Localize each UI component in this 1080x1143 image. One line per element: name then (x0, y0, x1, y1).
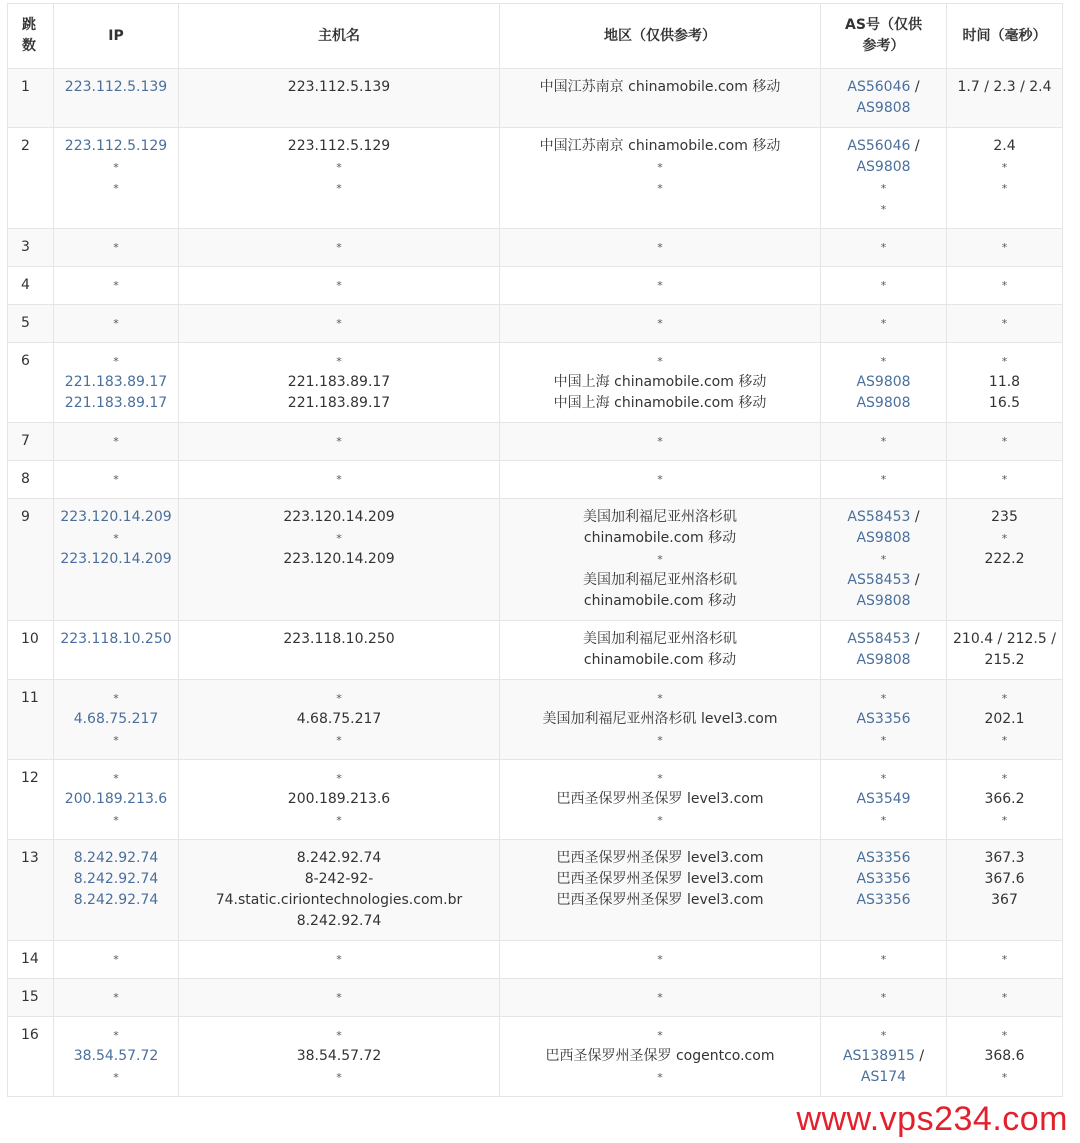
timeout-marker: * (880, 473, 887, 486)
region-cell (500, 69, 821, 128)
traceroute-table (7, 3, 1063, 1097)
hostname-cell (179, 1017, 500, 1097)
timeout-marker: * (657, 279, 663, 292)
table-row (8, 1017, 1063, 1097)
as-link[interactable]: AS58453 / (847, 509, 920, 525)
table-row (8, 840, 1063, 941)
hop-cell: 7 (8, 423, 54, 461)
ip-cell (54, 229, 179, 267)
timeout-marker: * (113, 161, 119, 174)
hop-cell: 5 (8, 305, 54, 343)
hop-cell: 14 (8, 941, 54, 979)
hop-cell: 12 (8, 760, 54, 840)
region-text: 中国江苏南京 chinamobile.com 移动 (539, 79, 781, 95)
region-cell (500, 229, 821, 267)
ip-cell (54, 305, 179, 343)
time-text: 2.4 (993, 138, 1016, 154)
as-cell (821, 1017, 947, 1097)
timeout-marker: * (113, 317, 119, 330)
hostname-cell (179, 305, 500, 343)
timeout-marker: * (336, 317, 342, 330)
as-cell (821, 941, 947, 979)
timeout-marker: * (880, 734, 887, 747)
ip-cell (54, 423, 179, 461)
timeout-marker: * (657, 435, 663, 448)
time-cell (947, 499, 1063, 621)
region-text: chinamobile.com 移动 (583, 652, 737, 668)
region-text: 美国加利福尼亚州洛杉矶 (583, 631, 737, 647)
time-text: 210.4 / 212.5 / (953, 631, 1056, 647)
as-link[interactable]: AS3549 (856, 791, 911, 807)
as-cell (821, 760, 947, 840)
timeout-marker: * (657, 182, 663, 195)
as-cell (821, 128, 947, 229)
time-text: 366.2 (984, 791, 1025, 807)
as-link[interactable]: AS9808 (856, 159, 911, 175)
timeout-marker: * (657, 1071, 663, 1084)
host-text: 200.189.213.6 (287, 791, 391, 807)
timeout-marker: * (657, 991, 663, 1004)
timeout-marker: * (880, 241, 887, 254)
timeout-marker: * (113, 692, 119, 705)
as-cell (821, 621, 947, 680)
timeout-marker: * (113, 435, 119, 448)
ip-cell (54, 69, 179, 128)
timeout-marker: * (657, 355, 663, 368)
ip-cell (54, 343, 179, 423)
as-link[interactable]: AS138915 / (842, 1048, 925, 1064)
header-ip: IP (54, 4, 179, 69)
region-cell (500, 423, 821, 461)
hop-cell: 13 (8, 840, 54, 941)
time-cell (947, 305, 1063, 343)
region-text: chinamobile.com 移动 (583, 530, 737, 546)
timeout-marker: * (880, 182, 887, 195)
ip-link[interactable]: 8.242.92.74 (73, 871, 159, 887)
table-row (8, 128, 1063, 229)
timeout-marker: * (336, 182, 342, 195)
ip-cell (54, 128, 179, 229)
timeout-marker: * (1001, 991, 1008, 1004)
as-link[interactable]: AS9808 (856, 530, 911, 546)
ip-link[interactable]: 223.118.10.250 (60, 631, 172, 647)
header-time: 时间（毫秒） (947, 4, 1063, 69)
region-cell (500, 979, 821, 1017)
ip-cell (54, 621, 179, 680)
timeout-marker: * (1001, 473, 1008, 486)
hop-cell: 1 (8, 69, 54, 128)
header-region: 地区（仅供参考） (500, 4, 821, 69)
timeout-marker: * (880, 953, 887, 966)
as-cell (821, 461, 947, 499)
ip-cell (54, 941, 179, 979)
timeout-marker: * (113, 355, 119, 368)
timeout-marker: * (336, 772, 342, 785)
ip-link[interactable]: 8.242.92.74 (73, 892, 159, 908)
timeout-marker: * (1001, 435, 1008, 448)
header-hop: 跳数 (8, 4, 54, 69)
time-text: 367 (991, 892, 1018, 908)
region-text: 美国加利福尼亚州洛杉矶 level3.com (542, 711, 778, 727)
timeout-marker: * (336, 692, 342, 705)
time-cell (947, 941, 1063, 979)
as-link[interactable]: AS9808 (856, 395, 911, 411)
region-cell (500, 267, 821, 305)
timeout-marker: * (336, 279, 342, 292)
hostname-cell (179, 840, 500, 941)
timeout-marker: * (336, 734, 342, 747)
timeout-marker: * (657, 553, 663, 566)
as-cell (821, 69, 947, 128)
hostname-cell (179, 343, 500, 423)
region-text: 巴西圣保罗州圣保罗 level3.com (556, 892, 764, 908)
timeout-marker: * (1001, 279, 1008, 292)
ip-link[interactable]: 38.54.57.72 (73, 1048, 159, 1064)
timeout-marker: * (657, 692, 663, 705)
region-text: 巴西圣保罗州圣保罗 cogentco.com (545, 1048, 775, 1064)
timeout-marker: * (113, 814, 119, 827)
timeout-marker: * (657, 241, 663, 254)
timeout-marker: * (113, 734, 119, 747)
table-row (8, 499, 1063, 621)
as-cell (821, 229, 947, 267)
header-hostname: 主机名 (179, 4, 500, 69)
timeout-marker: * (880, 772, 887, 785)
as-link[interactable]: AS58453 / (847, 631, 920, 647)
region-text: 中国上海 chinamobile.com 移动 (553, 374, 767, 390)
as-cell (821, 267, 947, 305)
timeout-marker: * (880, 279, 887, 292)
ip-cell (54, 267, 179, 305)
timeout-marker: * (657, 734, 663, 747)
hostname-cell (179, 69, 500, 128)
time-cell (947, 621, 1063, 680)
ip-cell (54, 1017, 179, 1097)
ip-link[interactable]: 221.183.89.17 (64, 374, 168, 390)
time-text: 215.2 (984, 652, 1025, 668)
time-cell (947, 1017, 1063, 1097)
region-text: 美国加利福尼亚州洛杉矶 (583, 509, 737, 525)
region-cell (500, 840, 821, 941)
hostname-cell (179, 499, 500, 621)
timeout-marker: * (657, 772, 663, 785)
region-cell (500, 941, 821, 979)
hop-cell: 4 (8, 267, 54, 305)
hop-cell: 16 (8, 1017, 54, 1097)
timeout-marker: * (657, 953, 663, 966)
as-link[interactable]: AS3356 (856, 871, 911, 887)
timeout-marker: * (880, 1029, 887, 1042)
timeout-marker: * (1001, 814, 1008, 827)
time-cell (947, 69, 1063, 128)
header-as: AS号（仅供参考） (821, 4, 947, 69)
time-text: 1.7 / 2.3 / 2.4 (957, 79, 1052, 95)
region-text: 中国上海 chinamobile.com 移动 (553, 395, 767, 411)
as-cell (821, 499, 947, 621)
time-cell (947, 979, 1063, 1017)
ip-link[interactable]: 8.242.92.74 (73, 850, 159, 866)
time-cell (947, 423, 1063, 461)
region-cell (500, 499, 821, 621)
region-cell (500, 680, 821, 760)
region-cell (500, 621, 821, 680)
host-text: 74.static.ciriontechnologies.com.br (215, 892, 463, 908)
timeout-marker: * (1001, 772, 1008, 785)
timeout-marker: * (336, 1071, 342, 1084)
hostname-cell (179, 680, 500, 760)
region-text: 巴西圣保罗州圣保罗 level3.com (556, 791, 764, 807)
time-cell (947, 840, 1063, 941)
as-link[interactable]: AS56046 / (847, 79, 920, 95)
as-link[interactable]: AS58453 / (847, 572, 920, 588)
timeout-marker: * (657, 317, 663, 330)
hop-cell: 8 (8, 461, 54, 499)
host-text: 4.68.75.217 (296, 711, 382, 727)
ip-link[interactable]: 4.68.75.217 (73, 711, 159, 727)
table-row (8, 621, 1063, 680)
table-row (8, 229, 1063, 267)
table-row (8, 423, 1063, 461)
ip-link[interactable]: 221.183.89.17 (64, 395, 168, 411)
ip-cell (54, 840, 179, 941)
timeout-marker: * (336, 241, 342, 254)
time-text: 16.5 (988, 395, 1021, 411)
ip-cell (54, 760, 179, 840)
timeout-marker: * (113, 241, 119, 254)
time-text: 222.2 (984, 551, 1025, 567)
host-text: 223.118.10.250 (283, 631, 395, 647)
watermark: www.vps234.com (796, 1100, 1068, 1138)
timeout-marker: * (1001, 241, 1008, 254)
timeout-marker: * (1001, 953, 1008, 966)
region-cell (500, 760, 821, 840)
region-cell (500, 461, 821, 499)
as-link[interactable]: AS9808 (856, 652, 911, 668)
ip-link[interactable]: 200.189.213.6 (64, 791, 168, 807)
time-cell (947, 267, 1063, 305)
time-cell (947, 128, 1063, 229)
table-row (8, 941, 1063, 979)
timeout-marker: * (113, 532, 119, 545)
region-text: 美国加利福尼亚州洛杉矶 (583, 572, 737, 588)
hostname-cell (179, 461, 500, 499)
as-cell (821, 680, 947, 760)
timeout-marker: * (657, 473, 663, 486)
region-text: 巴西圣保罗州圣保罗 level3.com (556, 850, 764, 866)
time-text: 367.6 (984, 871, 1025, 887)
as-link[interactable]: AS3356 (856, 892, 911, 908)
timeout-marker: * (336, 532, 342, 545)
timeout-marker: * (1001, 182, 1008, 195)
timeout-marker: * (1001, 1071, 1008, 1084)
hop-cell: 3 (8, 229, 54, 267)
time-cell (947, 343, 1063, 423)
hostname-cell (179, 941, 500, 979)
timeout-marker: * (880, 553, 887, 566)
timeout-marker: * (336, 161, 342, 174)
host-text: 8.242.92.74 (296, 913, 382, 929)
as-link[interactable]: AS3356 (856, 850, 911, 866)
table-row (8, 343, 1063, 423)
host-text: 223.112.5.139 (287, 79, 391, 95)
timeout-marker: * (336, 1029, 342, 1042)
timeout-marker: * (1001, 1029, 1008, 1042)
timeout-marker: * (880, 317, 887, 330)
as-link[interactable]: AS9808 (856, 100, 911, 116)
time-text: 367.3 (984, 850, 1025, 866)
table-row (8, 680, 1063, 760)
timeout-marker: * (336, 473, 342, 486)
timeout-marker: * (113, 1029, 119, 1042)
as-cell (821, 840, 947, 941)
hop-cell: 15 (8, 979, 54, 1017)
hostname-cell (179, 423, 500, 461)
hostname-cell (179, 979, 500, 1017)
timeout-marker: * (113, 1071, 119, 1084)
timeout-marker: * (113, 772, 119, 785)
hostname-cell (179, 267, 500, 305)
hostname-cell (179, 621, 500, 680)
table-row (8, 760, 1063, 840)
timeout-marker: * (657, 1029, 663, 1042)
time-text: 202.1 (984, 711, 1025, 727)
host-text: 223.120.14.209 (283, 551, 395, 567)
hop-cell: 10 (8, 621, 54, 680)
ip-link[interactable]: 223.120.14.209 (60, 509, 172, 525)
time-cell (947, 229, 1063, 267)
timeout-marker: * (113, 279, 119, 292)
as-link[interactable]: AS9808 (856, 593, 911, 609)
timeout-marker: * (880, 355, 887, 368)
ip-link[interactable]: 223.112.5.129 (64, 138, 168, 154)
table-row (8, 267, 1063, 305)
host-text: 8-242-92- (304, 871, 374, 887)
timeout-marker: * (880, 991, 887, 1004)
region-cell (500, 343, 821, 423)
time-cell (947, 760, 1063, 840)
timeout-marker: * (113, 473, 119, 486)
ip-cell (54, 461, 179, 499)
hop-cell: 11 (8, 680, 54, 760)
region-text: 巴西圣保罗州圣保罗 level3.com (556, 871, 764, 887)
hop-cell: 9 (8, 499, 54, 621)
timeout-marker: * (657, 161, 663, 174)
timeout-marker: * (336, 953, 342, 966)
timeout-marker: * (113, 991, 119, 1004)
hop-cell: 6 (8, 343, 54, 423)
hostname-cell (179, 128, 500, 229)
as-cell (821, 305, 947, 343)
region-cell (500, 128, 821, 229)
as-link[interactable]: AS174 (860, 1069, 907, 1085)
as-cell (821, 343, 947, 423)
as-cell (821, 979, 947, 1017)
table-header-row (8, 4, 1063, 69)
timeout-marker: * (880, 692, 887, 705)
timeout-marker: * (336, 814, 342, 827)
host-text: 223.112.5.129 (287, 138, 391, 154)
hostname-cell (179, 760, 500, 840)
ip-link[interactable]: 223.120.14.209 (60, 551, 172, 567)
time-text: 235 (991, 509, 1018, 525)
time-text: 11.8 (988, 374, 1021, 390)
timeout-marker: * (657, 814, 663, 827)
as-link[interactable]: AS3356 (856, 711, 911, 727)
timeout-marker: * (1001, 692, 1008, 705)
ip-cell (54, 499, 179, 621)
region-text: chinamobile.com 移动 (583, 593, 737, 609)
region-cell (500, 1017, 821, 1097)
timeout-marker: * (336, 355, 342, 368)
ip-cell (54, 979, 179, 1017)
table-row (8, 69, 1063, 128)
timeout-marker: * (880, 435, 887, 448)
time-text: 368.6 (984, 1048, 1025, 1064)
timeout-marker: * (336, 435, 342, 448)
timeout-marker: * (336, 991, 342, 1004)
timeout-marker: * (1001, 532, 1008, 545)
timeout-marker: * (880, 203, 887, 216)
table-row (8, 979, 1063, 1017)
time-cell (947, 680, 1063, 760)
time-cell (947, 461, 1063, 499)
timeout-marker: * (1001, 161, 1008, 174)
timeout-marker: * (1001, 734, 1008, 747)
region-text: 中国江苏南京 chinamobile.com 移动 (539, 138, 781, 154)
timeout-marker: * (113, 953, 119, 966)
as-link[interactable]: AS9808 (856, 374, 911, 390)
region-cell (500, 305, 821, 343)
host-text: 221.183.89.17 (287, 395, 391, 411)
ip-cell (54, 680, 179, 760)
table-row (8, 305, 1063, 343)
as-cell (821, 423, 947, 461)
as-link[interactable]: AS56046 / (847, 138, 920, 154)
timeout-marker: * (113, 182, 119, 195)
timeout-marker: * (1001, 355, 1008, 368)
host-text: 38.54.57.72 (296, 1048, 382, 1064)
timeout-marker: * (880, 814, 887, 827)
host-text: 223.120.14.209 (283, 509, 395, 525)
host-text: 221.183.89.17 (287, 374, 391, 390)
host-text: 8.242.92.74 (296, 850, 382, 866)
ip-link[interactable]: 223.112.5.139 (64, 79, 168, 95)
table-row (8, 461, 1063, 499)
hop-cell: 2 (8, 128, 54, 229)
hostname-cell (179, 229, 500, 267)
timeout-marker: * (1001, 317, 1008, 330)
